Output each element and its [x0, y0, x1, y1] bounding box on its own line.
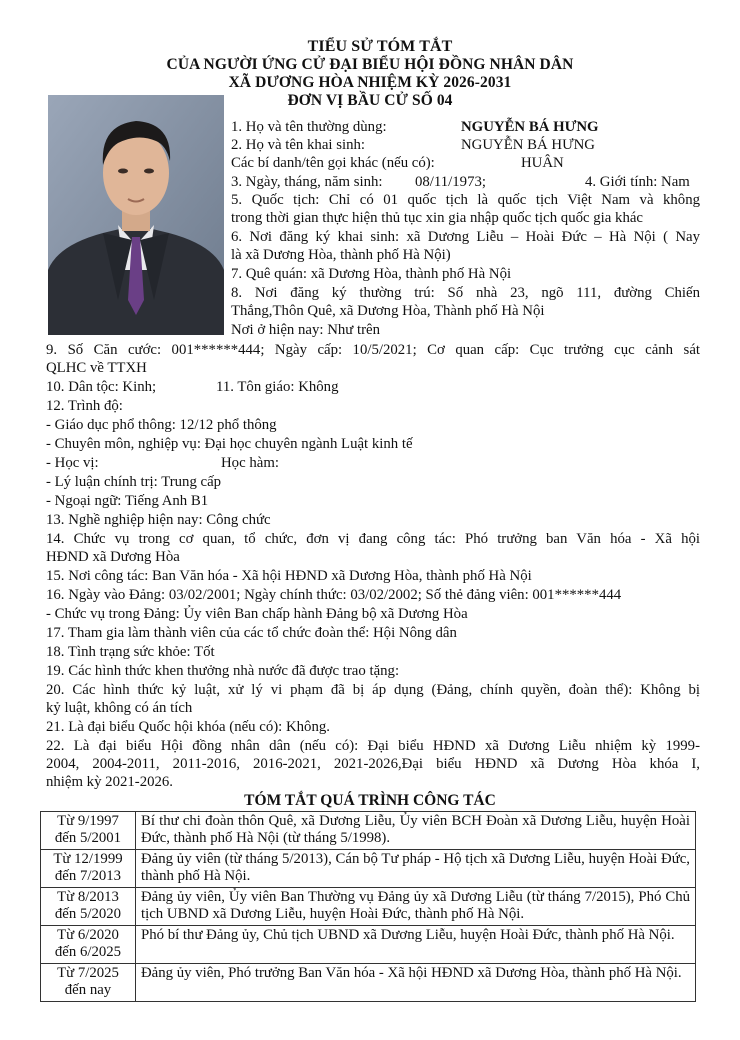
id-line1: 9. Số Căn cước: 001******444; Ngày cấp: 10/5/2021; Cơ quan cấp: Cục trưởng cục cảnh sát — [46, 342, 700, 358]
period-from: Từ 8/2013 — [57, 889, 119, 905]
header-electoral-unit: ĐƠN VỊ BẦU CỬ SỐ 04 — [287, 92, 453, 109]
political-theory: - Lý luận chính trị: Trung cấp — [46, 474, 222, 490]
period-from: Từ 9/1997 — [57, 813, 119, 829]
table-row — [41, 888, 696, 926]
description-cell: Bí thư chi đoàn thôn Quê, xã Dương Liễu, Ủy viên BCH Đoàn xã Dương Liễu, huyện Hoài Đức, thành phố Hà Nội (từ tháng 5/1998). — [136, 812, 696, 850]
nationality-line1: 5. Quốc tịch: Chỉ có 01 quốc tịch là quốc tịch Việt Nam và không — [231, 192, 700, 208]
portrait-image — [48, 95, 224, 335]
birth-name-value: NGUYỄN BÁ HƯNG — [461, 137, 595, 153]
work-history-table — [40, 811, 696, 1002]
period-to: đến nay — [64, 982, 112, 998]
council-delegate-line1: 22. Là đại biểu Hội đồng nhân dân (nếu có): Đại biểu HĐND xã Dương Liễu nhiệm kỳ 1999- — [46, 738, 700, 754]
birthplace-line1: 6. Nơi đăng ký khai sinh: xã Dương Liễu – Hoài Đức – Hà Nội ( Nay — [231, 229, 700, 245]
period-from: Từ 7/2025 — [57, 965, 119, 981]
period-cell — [41, 812, 136, 850]
candidate-portrait — [48, 95, 224, 335]
period-to: đến 5/2001 — [54, 830, 122, 846]
header-subtitle: CỦA NGƯỜI ỨNG CỬ ĐẠI BIỂU HỘI ĐỒNG NHÂN DÂN — [166, 56, 574, 73]
health: 18. Tình trạng sức khỏe: Tốt — [46, 644, 215, 660]
period-to: đến 6/2025 — [54, 944, 122, 960]
header-commune-term: XÃ DƯƠNG HÒA NHIỆM KỲ 2026-2031 — [228, 74, 512, 91]
description-cell: Phó bí thư Đảng ủy, Chủ tịch UBND xã Dương Liễu, huyện Hoài Đức, thành phố Hà Nội. — [136, 926, 696, 964]
table-row — [41, 964, 696, 1002]
foreign-language: - Ngoại ngữ: Tiếng Anh B1 — [46, 493, 209, 509]
awards: 19. Các hình thức khen thưởng nhà nước đã được trao tặng: — [46, 663, 400, 679]
workplace: 15. Nơi công tác: Ban Văn hóa - Xã hội HĐND xã Dương Hòa, thành phố Hà Nội — [46, 568, 532, 584]
alias-value: HUÂN — [521, 155, 564, 171]
birth-name-label: 2. Họ và tên khai sinh: — [231, 137, 365, 153]
ethnicity: 10. Dân tộc: Kinh; — [46, 379, 157, 395]
description-cell: Đảng ủy viên, Phó trưởng Ban Văn hóa - Xã hội HĐND xã Dương Hòa, thành phố Hà Nội. — [136, 964, 696, 1002]
council-delegate-line2: 2004, 2004-2011, 2011-2016, 2016-2021, 2021-2026,Đại biểu HĐND xã Dương Hòa khóa I, — [46, 756, 700, 772]
work-history-title: TÓM TẮT QUÁ TRÌNH CÔNG TÁC — [244, 792, 496, 809]
dob-label: 3. Ngày, tháng, năm sinh: — [231, 174, 383, 190]
dob-value: 08/11/1973; — [415, 174, 486, 190]
specialty: - Chuyên môn, nghiệp vụ: Đại học chuyên ngành Luật kinh tế — [46, 436, 413, 452]
hometown: 7. Quê quán: xã Dương Hòa, thành phố Hà Nội — [231, 266, 512, 282]
birthplace-line2: là xã Dương Hòa, thành phố Hà Nội) — [231, 247, 451, 263]
table-row — [41, 926, 696, 964]
header-title: TIỂU SỬ TÓM TẮT — [307, 38, 453, 55]
table-row — [41, 850, 696, 888]
id-line2: QLHC về TTXH — [46, 360, 147, 376]
education-title: 12. Trình độ: — [46, 398, 123, 414]
religion: 11. Tôn giáo: Không — [216, 379, 339, 395]
table-row — [41, 812, 696, 850]
description-cell: Đảng ủy viên, Ủy viên Ban Thường vụ Đảng ủy xã Dương Liễu (từ tháng 7/2015), Phó Chủ tịch UBND xã Dương Liễu, huyện Hoài Đức, thành phố Hà Nội. — [136, 888, 696, 926]
general-education: - Giáo dục phổ thông: 12/12 phổ thông — [46, 417, 277, 433]
period-cell — [41, 850, 136, 888]
national-assembly-delegate: 21. Là đại biểu Quốc hội khóa (nếu có): Không. — [46, 719, 330, 735]
name-value: NGUYỄN BÁ HƯNG — [461, 119, 599, 135]
period-to: đến 5/2020 — [54, 906, 122, 922]
alias-label: Các bí danh/tên gọi khác (nếu có): — [231, 155, 435, 171]
position-line2: HĐND xã Dương Hòa — [46, 549, 180, 565]
current-residence: Nơi ở hiện nay: Như trên — [231, 322, 381, 338]
discipline-line2: kỷ luật, không có án tích — [46, 700, 193, 716]
residence-line1: 8. Nơi đăng ký thường trú: Số nhà 23, ngõ 111, đường Chiến — [231, 285, 700, 301]
residence-line2: Thắng,Thôn Quê, xã Dương Hòa, Thành phố Hà Nội — [231, 303, 545, 319]
name-label: 1. Họ và tên thường dùng: — [231, 119, 387, 135]
party-membership: 16. Ngày vào Đảng: 03/02/2001; Ngày chính thức: 03/02/2002; Số thẻ đảng viên: 001******444 — [46, 587, 622, 603]
party-position: - Chức vụ trong Đảng: Ủy viên Ban chấp hành Đảng bộ xã Dương Hòa — [46, 606, 468, 622]
organizations: 17. Tham gia làm thành viên của các tổ chức đoàn thể: Hội Nông dân — [46, 625, 457, 641]
gender: 4. Giới tính: Nam — [585, 174, 690, 190]
position-line1: 14. Chức vụ trong cơ quan, tổ chức, đơn vị đang công tác: Phó trưởng ban Văn hóa - Xã hội — [46, 531, 700, 547]
degree: - Học vị: — [46, 455, 99, 471]
discipline-line1: 20. Các hình thức kỷ luật, xử lý vi phạm đã bị áp dụng (Đảng, chính quyền, đoàn thể): Không bị — [46, 682, 700, 698]
nationality-line2: trong thời gian thực hiện thủ tục xin gia nhập quốc tịch quốc gia khác — [231, 210, 643, 226]
academic-title: Học hàm: — [221, 455, 279, 471]
description-cell: Đảng ủy viên (từ tháng 5/2013), Cán bộ Tư pháp - Hộ tịch xã Dương Liễu, huyện Hoài Đức, thành phố Hà Nội. — [136, 850, 696, 888]
period-from: Từ 12/1999 — [53, 851, 123, 867]
council-delegate-line3: nhiệm kỳ 2021-2026. — [46, 774, 173, 790]
period-to: đến 7/2013 — [54, 868, 122, 884]
period-cell — [41, 888, 136, 926]
period-cell — [41, 926, 136, 964]
period-cell — [41, 964, 136, 1002]
period-from: Từ 6/2020 — [57, 927, 119, 943]
occupation: 13. Nghề nghiệp hiện nay: Công chức — [46, 512, 271, 528]
